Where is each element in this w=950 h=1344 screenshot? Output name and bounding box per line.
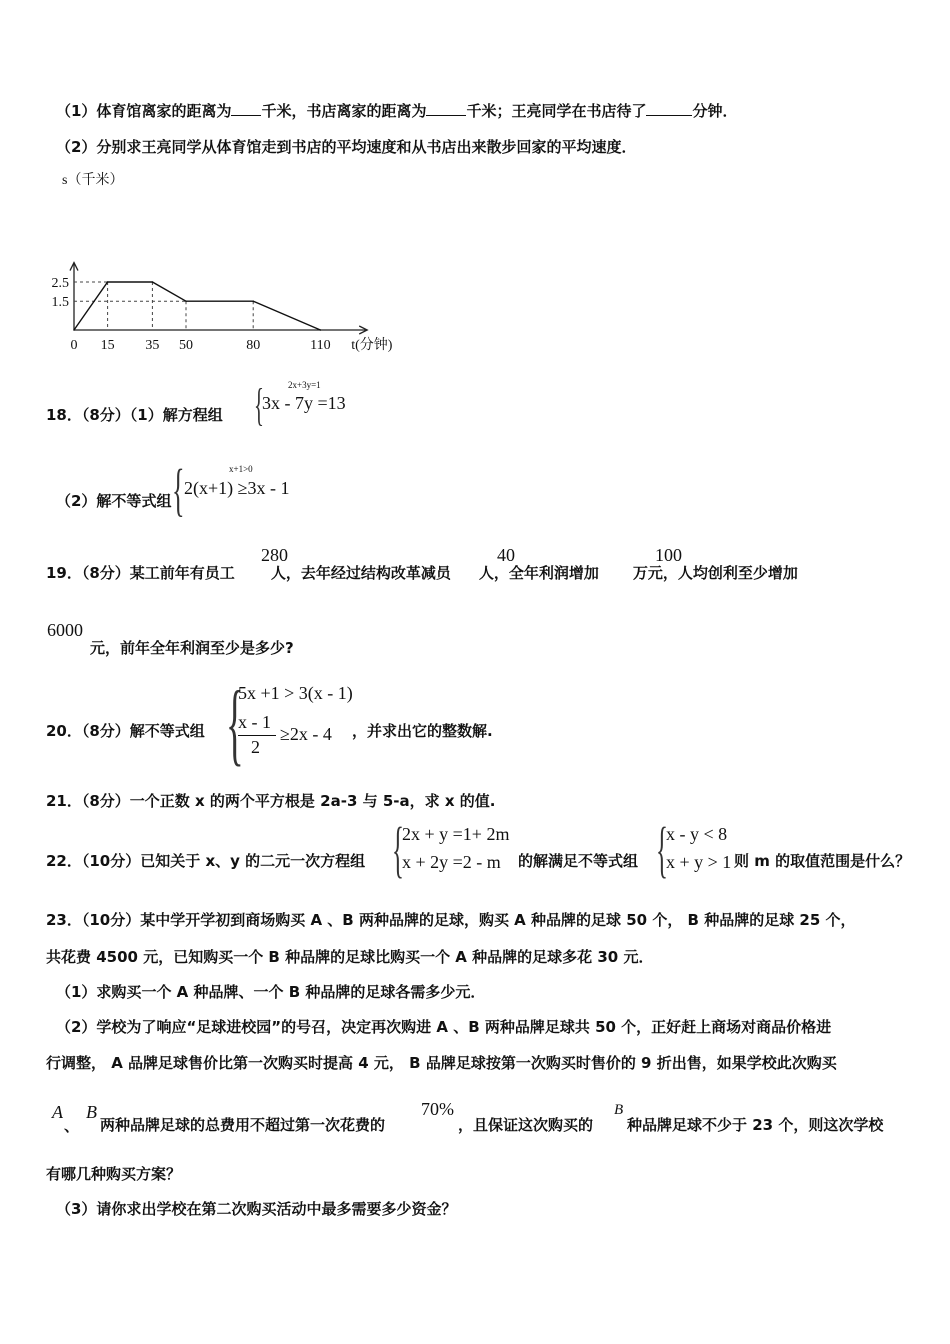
- q18-sys2-top: x+1>0: [229, 464, 253, 474]
- q23-letter-B: B: [86, 1102, 97, 1122]
- q23-part1: （1）求购买一个 A 种品牌、一个 B 种品牌的足球各需多少元．: [56, 983, 486, 1001]
- q17-part1-text-c: 千米；王亮同学在书店待了: [466, 102, 647, 120]
- y-tick-label-1.5: 1.5: [51, 295, 69, 311]
- q20-tail: ，并求出它的整数解.: [352, 722, 493, 740]
- q22-ineq-brace: {: [656, 816, 668, 884]
- q23-part2-line2: 行调整， A 品牌足球售价比第一次购买时提高 4 元， B 品牌足球按第一次购买时售价的 9 折出售，如果学校此次购买: [46, 1054, 837, 1072]
- q22-eq1: 2x + y =1+ 2m: [402, 824, 510, 844]
- q17-part1-text-a: （1）体育馆离家的距离为: [56, 102, 232, 120]
- q22-mid: 的解满足不等式组: [518, 852, 639, 870]
- q19-text-3: 人，全年利润增加: [478, 564, 599, 582]
- q23-letter-B2: B: [614, 1102, 624, 1118]
- q18-label: 18．（8分）（1）解方程组: [46, 406, 223, 424]
- q19-line1: [46, 562, 798, 583]
- q18-sys2-bottom: 2(x+1) ≥3x - 1: [184, 478, 290, 498]
- answer-blank-3[interactable]: [646, 114, 692, 116]
- x-axis-title: t(分钟): [351, 338, 393, 353]
- q20-ineq2-rest: ≥2x - 4: [280, 724, 332, 744]
- q23-part2-line3c: 种品牌足球不少于 23 个，则这次学校: [627, 1116, 884, 1134]
- q20-label: 20．（8分）解不等式组: [46, 722, 205, 740]
- q17-part1-text-b: 千米，书店离家的距离为: [261, 102, 427, 120]
- q20-frac-num: x - 1: [238, 712, 271, 732]
- q18-sys1-brace: {: [254, 379, 264, 430]
- q17-part1-text-d: 分钟．: [692, 102, 738, 120]
- q18-sys1-top: 2x+3y=1: [288, 380, 321, 390]
- q19-line2: 元，前年全年利润至少是多少?: [90, 639, 294, 657]
- q19-text-2: 人，去年经过结构改革减员: [270, 564, 451, 582]
- x-tick-label-0: 0: [70, 338, 78, 353]
- q23-percent: 70%: [421, 1099, 454, 1119]
- data-point-2: [152, 281, 154, 283]
- q22-eq2: x + 2y =2 - m: [402, 852, 501, 872]
- x-tick-label-35: 35: [145, 338, 160, 353]
- q17-part1: [56, 100, 738, 121]
- q23-part2-line3b: ，且保证这次购买的: [458, 1116, 594, 1134]
- q21-text: 21．（8分）一个正数 x 的两个平方根是 2a-3 与 5-a，求 x 的值.: [46, 792, 496, 810]
- series-line: [74, 282, 320, 330]
- q19-num-6000: 6000: [47, 620, 83, 640]
- q19-text-4: 万元，人均创利至少增加: [632, 564, 798, 582]
- q22-in1: x - y < 8: [666, 824, 728, 844]
- data-point-4: [252, 300, 254, 302]
- answer-blank-1[interactable]: [231, 114, 261, 116]
- q17-part2: （2）分别求王亮同学从体育馆走到书店的平均速度和从书店出来散步回家的平均速度．: [56, 138, 637, 156]
- q20-frac-bar: [238, 735, 276, 736]
- data-point-0: [73, 329, 75, 331]
- q23-part2-line1: （2）学校为了响应“足球进校园”的号召，决定再次购进 A 、B 两种品牌足球共 50 个，正好赶上商场对商品价格进: [56, 1018, 832, 1036]
- q19-num-40: 40: [497, 545, 515, 565]
- q23-line2: 共花费 4500 元，已知购买一个 B 种品牌的足球比购买一个 A 种品牌的足球多花 30 元．: [46, 948, 654, 966]
- x-tick-label-110: 110: [310, 338, 331, 353]
- x-tick-label-15: 15: [100, 338, 115, 353]
- data-point-5: [320, 329, 322, 331]
- q18-sys2-brace: {: [172, 457, 185, 522]
- q23-sep: 、: [64, 1117, 80, 1135]
- q22-sys-brace: {: [392, 816, 404, 884]
- q18-sys1-bottom: 3x - 7y =13: [262, 393, 346, 413]
- q23-line1: 23．（10分）某中学开学初到商场购买 A 、B 两种品牌的足球，购买 A 种品牌的足球 50 个， B 种品牌的足球 25 个，: [46, 911, 856, 929]
- data-point-1: [107, 281, 109, 283]
- q23-part3: （3）请你求出学校在第二次购买活动中最多需要多少资金？: [56, 1200, 457, 1218]
- y-tick-label-2.5: 2.5: [51, 276, 69, 291]
- x-tick-label-80: 80: [246, 338, 261, 353]
- q22-label: 22．（10分）已知关于 x、y 的二元一次方程组: [46, 852, 366, 870]
- q19-num-280: 280: [261, 545, 288, 565]
- q22-tail: 则 m 的取值范围是什么？: [734, 852, 911, 870]
- distance-time-chart: [40, 168, 420, 368]
- q19-num-100: 100: [655, 545, 682, 565]
- x-tick-label-50: 50: [179, 338, 193, 353]
- q20-frac-den: 2: [251, 737, 260, 757]
- q20-brace: {: [226, 672, 244, 774]
- y-axis-title: s（千米）: [62, 173, 124, 188]
- q19-text-1: 19．（8分）某工前年有员工: [46, 564, 235, 582]
- q23-letter-A: A: [52, 1102, 63, 1122]
- q20-ineq1: 5x +1 > 3(x - 1): [238, 683, 353, 703]
- q22-in2: x + y > 1: [666, 852, 732, 872]
- data-point-3: [185, 300, 187, 302]
- q18-part2-label: （2）解不等式组: [56, 492, 172, 510]
- q23-part2-line4: 有哪几种购买方案？: [46, 1165, 182, 1183]
- answer-blank-2[interactable]: [426, 114, 466, 116]
- q23-part2-line3a: 两种品牌足球的总费用不超过第一次花费的: [100, 1116, 386, 1134]
